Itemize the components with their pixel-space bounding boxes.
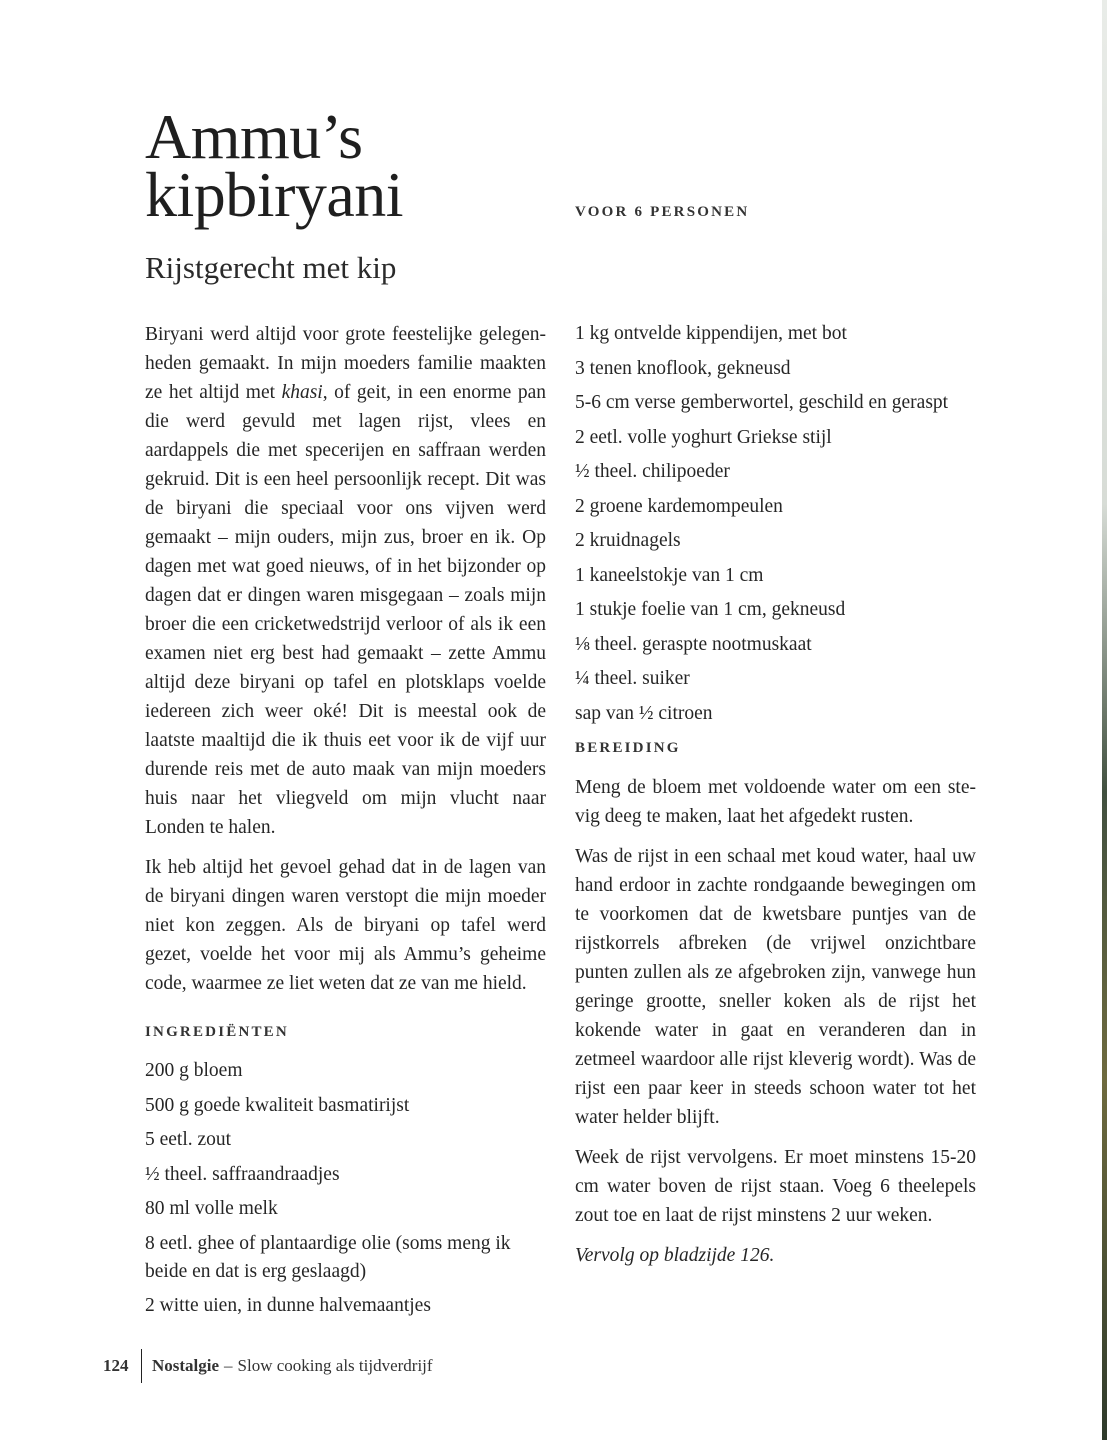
recipe-title xyxy=(145,101,404,230)
ingredient-item: 2 eetl. volle yoghurt Griekse stijl xyxy=(575,426,832,448)
footer-dash: – xyxy=(224,1356,233,1375)
ingredient-item: 3 tenen knoflook, gekneusd xyxy=(575,357,791,379)
right-column xyxy=(575,320,976,1281)
ingredient-item: 1 kg ontvelde kippendijen, met bot xyxy=(575,323,847,344)
title-line-1: Ammu’s xyxy=(145,101,363,172)
intro-paragraph-1: Biryani werd altijd voor grote feestelijke gelegenheden gemaakt. In mijn moeders familie maakten ze het altijd met khasi, of geit, in een enorme pan die werd gevuld met lagen rijst, vlees en aardappels die met specerijen en saffraan werden gekruid. Dit is een heel persoonlijk recept. Dit was de biryani die speciaal voor ons vijven werd gemaakt – mijn ouders, mijn zus, broer en ik. Op dagen met wat goed nieuws, of in het bijzonder op dagen dat er dingen waren misgegaan – zoals mijn broer die een cricketwedstrijd verloor of als ik een examen niet erg best had gemaakt – zette Ammu altijd deze biryani op tafel en plotsklaps voelde iedereen zich weer oké! Dit is meestal ook de laatste maaltijd die ik thuis eet voor ik de vijf uur durende reis met de auto maak van mijn moeders huis naar het vliegveld om mijn vlucht naar Londen te halen. xyxy=(145,324,546,838)
method-paragraph-1: Meng de bloem met voldoende water om een stevig deeg te maken, laat het afgedekt rusten. xyxy=(575,776,976,827)
ingredient-item: 5-6 cm verse gemberwortel, geschild en geraspt xyxy=(575,392,949,413)
servings-label: VOOR 6 PERSONEN xyxy=(575,204,750,220)
method-text xyxy=(575,773,976,1270)
ingredient-item: 80 ml volle melk xyxy=(145,1198,278,1219)
ingredients-heading: INGREDIËNTEN xyxy=(145,1024,289,1040)
ingredient-item: 5 eetl. zout xyxy=(145,1129,232,1150)
ingredient-item: ¼ theel. suiker xyxy=(575,668,690,689)
ingredient-item: ⅛ theel. geraspte nootmuskaat xyxy=(575,633,812,655)
section-name: Slow cooking als tijdverdrijf xyxy=(237,1356,433,1375)
intro-paragraph-2: Ik heb altijd het gevoel gehad dat in de lagen van de biryani dingen waren verstopt die mijn moeder niet kon zeggen. Als de biryani op tafel werd gezet, voelde het voor mij als Ammu’s geheime code, waarmee ze liet weten dat ze van me hield. xyxy=(145,857,546,994)
left-column xyxy=(145,320,546,1327)
ingredient-item: sap van ½ citroen xyxy=(575,702,713,724)
ingredient-item: ½ theel. chilipoeder xyxy=(575,461,730,482)
ingredient-item: 2 groene kardemompeulen xyxy=(575,495,783,517)
method-heading: BEREIDING xyxy=(575,739,681,756)
ingredient-item: 500 g goede kwaliteit basmatirijst xyxy=(145,1094,410,1116)
chapter-name: Nostalgie xyxy=(152,1356,220,1375)
ingredient-item: ½ theel. saffraandraadjes xyxy=(145,1163,340,1185)
page-footer xyxy=(103,1349,433,1383)
ingredient-item: 200 g bloem xyxy=(145,1060,243,1081)
ingredient-item: 2 witte uien, in dunne halvemaantjes xyxy=(145,1295,431,1316)
ingredient-item: 8 eetl. ghee of plantaardige olie (soms meng ik beide en dat is erg geslaagd) xyxy=(145,1232,511,1282)
method-paragraph-2: Was de rijst in een schaal met koud water, haal uw hand erdoor in zachte rondgaande bewegingen om te voorkomen dat de kwetsbare puntjes van de rijstkorrels afbreken (de vrijwel onzichtbare punten zullen als ze afgebroken zijn, vanwege hun geringe grootte, sneller koken als de rijst het kokende water in gaat en veranderen dan in zetmeel waardoor alle rijst kleverig wordt). Was de rijst een paar keer in steeds schoon water tot het water helder blijft. xyxy=(575,845,976,1128)
ingredient-item: 2 kruidnagels xyxy=(575,530,681,551)
recipe-subtitle: Rijstgerecht met kip xyxy=(145,250,397,285)
method-paragraph-3: Week de rijst vervolgens. Er moet minstens 15-20 cm water boven de rijst staan. Voeg 6 theelepels zout toe en laat de rijst minstens 2 uur weken. xyxy=(575,1146,976,1226)
intro-text xyxy=(145,320,546,998)
page-number: 124 xyxy=(103,1356,129,1375)
footer-divider xyxy=(141,1349,143,1383)
ingredient-item: 1 kaneelstokje van 1 cm xyxy=(575,564,764,586)
khasi-term: khasi xyxy=(281,382,323,403)
ingredients-list-1 xyxy=(145,1057,546,1320)
title-line-2: kipbiryani xyxy=(145,159,404,230)
ingredient-item: 1 stukje foelie van 1 cm, gekneusd xyxy=(575,599,846,620)
page-edge-photo-strip xyxy=(1102,0,1107,1440)
ingredients-list-2 xyxy=(575,320,976,728)
continued-note: Vervolg op bladzijde 126. xyxy=(575,1244,775,1266)
